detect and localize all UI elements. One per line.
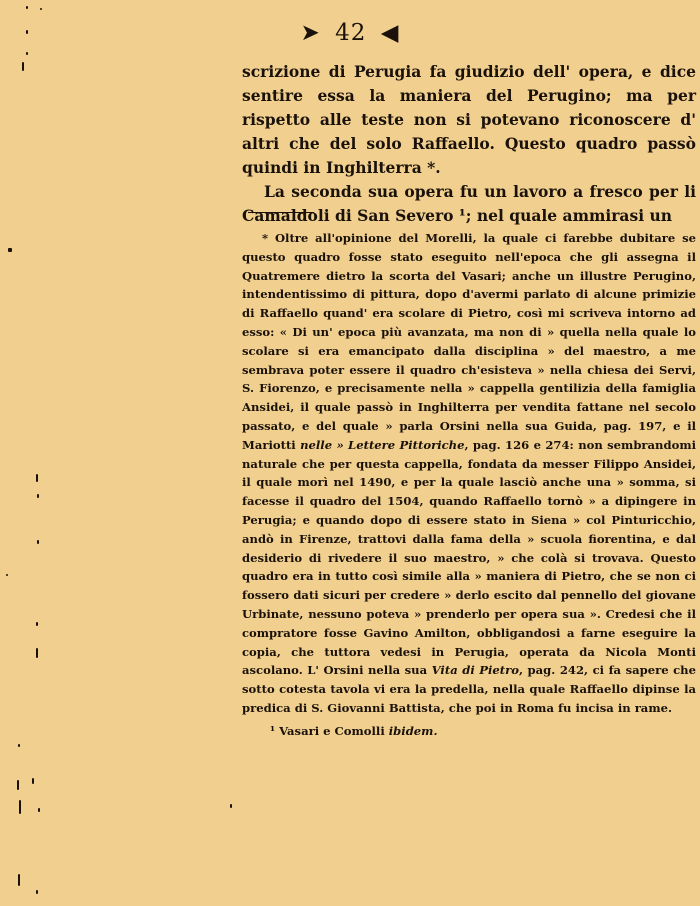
page-number: 42	[335, 20, 367, 46]
speck	[22, 62, 24, 71]
footnote-star-part-c: , pag. 242, ci fa sapere che sotto cotesta tavola vi era la predella, nella quale Raffaello dipinse la predica di S. Giovanni Battista, che poi in Roma fu incisa in rame.	[242, 663, 696, 715]
speck	[19, 800, 21, 814]
speck	[37, 540, 39, 544]
footnote-star-italic-2: Vita di Pietro	[431, 663, 519, 678]
footnote-star-part-a: * Oltre all'opinione del Morelli, la quale ci farebbe dubitare se questo quadro fosse stato eseguito nell'epoca che gli assegna il Quatremere dietro la scorta del Vasari; anche un illustre Perugino, intendentissimo di pittura, dopo d'avermi parlato di alcune primizie di Raffaello quand' era scolare di Pietro, così mi scriveva intorno ad esso: « Di un' epoca più avanzata, ma non di » quella nella quale lo scolare si era emancipato dalla disciplina » del maestro, a me sembrava poter essere il quadro ch'esisteva » nella chiesa dei Servi, S. Fiorenzo, e precisamente nella » cappella gentilizia della famiglia Ansidei, il quale passò in Inghilterra per vendita fattane nel secolo passato, e del quale » parla Orsini nella sua Guida, pag. 197, e il Mariotti	[242, 231, 696, 452]
footnote-1	[242, 722, 696, 741]
footnotes	[242, 229, 696, 741]
footnote-star	[242, 229, 696, 718]
footnote-1-text: ¹ Vasari e Comolli	[270, 723, 389, 738]
speck	[17, 780, 19, 790]
speck	[18, 744, 20, 747]
paragraph-1: scrizione di Perugia fa giudizio dell' opera, e dice sentire essa la maniera del Perugino; ma per rispetto alle teste non si potevano riconoscere d' altri che del solo Raffaello. Questo quadro passò quindi in Inghilterra *.	[242, 62, 696, 177]
paragraph-2: La seconda sua opera fu un lavoro a fresco per li Camaldoli di San Severo ¹; nel quale ammirasi un	[242, 182, 696, 225]
footnote-1-italic: ibidem.	[388, 723, 438, 738]
right-ornament-icon: ◀	[380, 20, 400, 46]
speck	[36, 622, 38, 626]
speck	[26, 30, 28, 34]
footnote-star-part-b: , pag. 126 e 274: non sembrandomi naturale che per questa cappella, fondata da messer Filippo Ansidei, il quale morì nel 1490, e per la quale lasciò anche una » somma, si facesse il quadro del 1504, quando Raffaello tornò » a dipingere in Perugia; e quando dopo di essere stato in Siena » col Pinturicchio, andò in Firenze, trattovi dalla fama della » scuola fiorentina, e dal desiderio di rivedere il suo maestro, » che colà si trovava. Questo quadro era in tutto così simile alla » maniera di Pietro, che se non ci fossero dati sicuri per credere » derlo escito dal pennello del giovane Urbinate, nessuno poteva » prenderlo per opera sua ». Credesi che il compratore fosse Gavino Amilton, obbligandosi a farne eseguire la copia, che tuttora vedesi in Perugia, operata da Nicola Monti ascolano. L' Orsini nella sua	[242, 437, 696, 678]
footnote-rule	[248, 212, 314, 213]
main-text	[242, 60, 696, 228]
speck	[32, 778, 34, 784]
speck	[8, 248, 12, 252]
page-header	[0, 20, 700, 46]
speck	[36, 648, 38, 658]
speck	[38, 808, 40, 812]
left-ornament-icon: ➤	[300, 20, 321, 46]
speck	[26, 52, 28, 55]
speck	[40, 8, 42, 10]
speck	[6, 574, 8, 576]
speck	[18, 874, 20, 886]
speck	[36, 890, 38, 894]
speck	[230, 804, 232, 808]
speck	[37, 494, 39, 498]
speck	[26, 6, 28, 9]
footnote-star-italic-1: nelle » Lettere Pittoriche	[300, 437, 465, 452]
speck	[36, 474, 38, 482]
